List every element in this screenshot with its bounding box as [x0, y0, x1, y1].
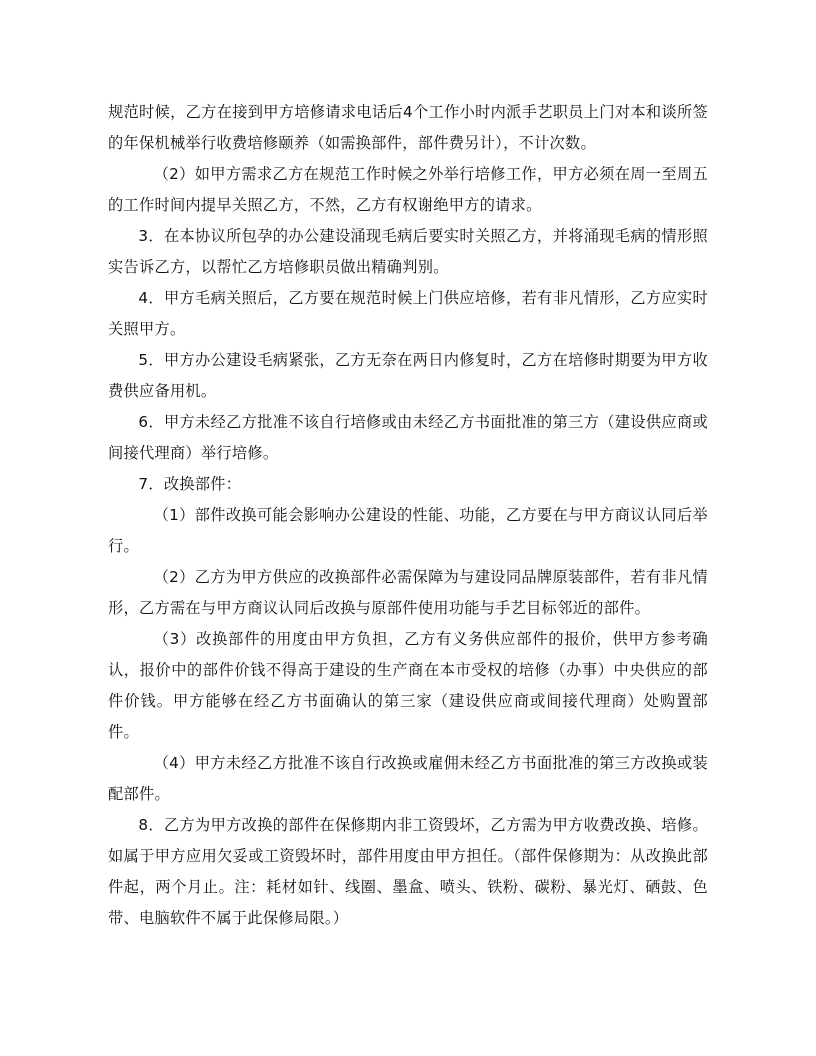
paragraph-continuation: 规范时候，乙方在接到甲方培修请求电话后4个工作小时内派手艺职员上门对本和谈所签的年保机械举行收费培修颐养（如需换部件，部件费另计），不计次数。	[108, 103, 708, 152]
paragraph-clause-7-3: （3）改换部件的用度由甲方负担，乙方有义务供应部件的报价，供甲方参考确认，报价中的部件价钱不得高于建设的生产商在本市受权的培修（办事）中央供应的部件价钱。甲方能够在经乙方书面确认的第三家（建设供应商或间接代理商）处购置部件。	[108, 630, 708, 741]
paragraph-clause-7-2: （2）乙方为甲方供应的改换部件必需保障为与建设同品牌原装部件，若有非凡情形，乙方需在与甲方商议认同后改换与原部件使用功能与手艺目标邻近的部件。	[108, 568, 708, 617]
paragraph-clause-7-4: （4）甲方未经乙方批准不该自行改换或雇佣未经乙方书面批准的第三方改换或装配部件。	[108, 754, 708, 803]
paragraph-clause-7-1: （1）部件改换可能会影响办公建设的性能、功能，乙方要在与甲方商议认同后举行。	[108, 506, 708, 555]
paragraph-clause-3: 3．在本协议所包孕的办公建设涌现毛病后要实时关照乙方，并将涌现毛病的情形照实告诉乙方，以帮忙乙方培修职员做出精确判别。	[108, 227, 708, 276]
paragraph-clause-2-sub: （2）如甲方需求乙方在规范工作时候之外举行培修工作，甲方必须在周一至周五的工作时间内提早关照乙方，不然，乙方有权谢绝甲方的请求。	[108, 165, 708, 214]
paragraph-clause-4: 4．甲方毛病关照后，乙方要在规范时候上门供应培修，若有非凡情形，乙方应实时关照甲方。	[108, 289, 708, 338]
paragraph-clause-8: 8．乙方为甲方改换的部件在保修期内非工资毁坏，乙方需为甲方收费改换、培修。如属于甲方应用欠妥或工资毁坏时，部件用度由甲方担任。（部件保修期为：从改换此部件起，两个月止。注：耗材如针、线圈、墨盒、喷头、铁粉、碳粉、暴光灯、硒鼓、色带、电脑软件不属于此保修局限。）	[108, 816, 708, 927]
paragraph-clause-7: 7．改换部件：	[138, 475, 242, 493]
paragraph-clause-5: 5．甲方办公建设毛病紧张，乙方无奈在两日内修复时，乙方在培修时期要为甲方收费供应备用机。	[108, 351, 708, 400]
paragraph-clause-6: 6．甲方未经乙方批准不该自行培修或由未经乙方书面批准的第三方（建设供应商或间接代理商）举行培修。	[108, 413, 708, 462]
document-body	[108, 97, 708, 934]
